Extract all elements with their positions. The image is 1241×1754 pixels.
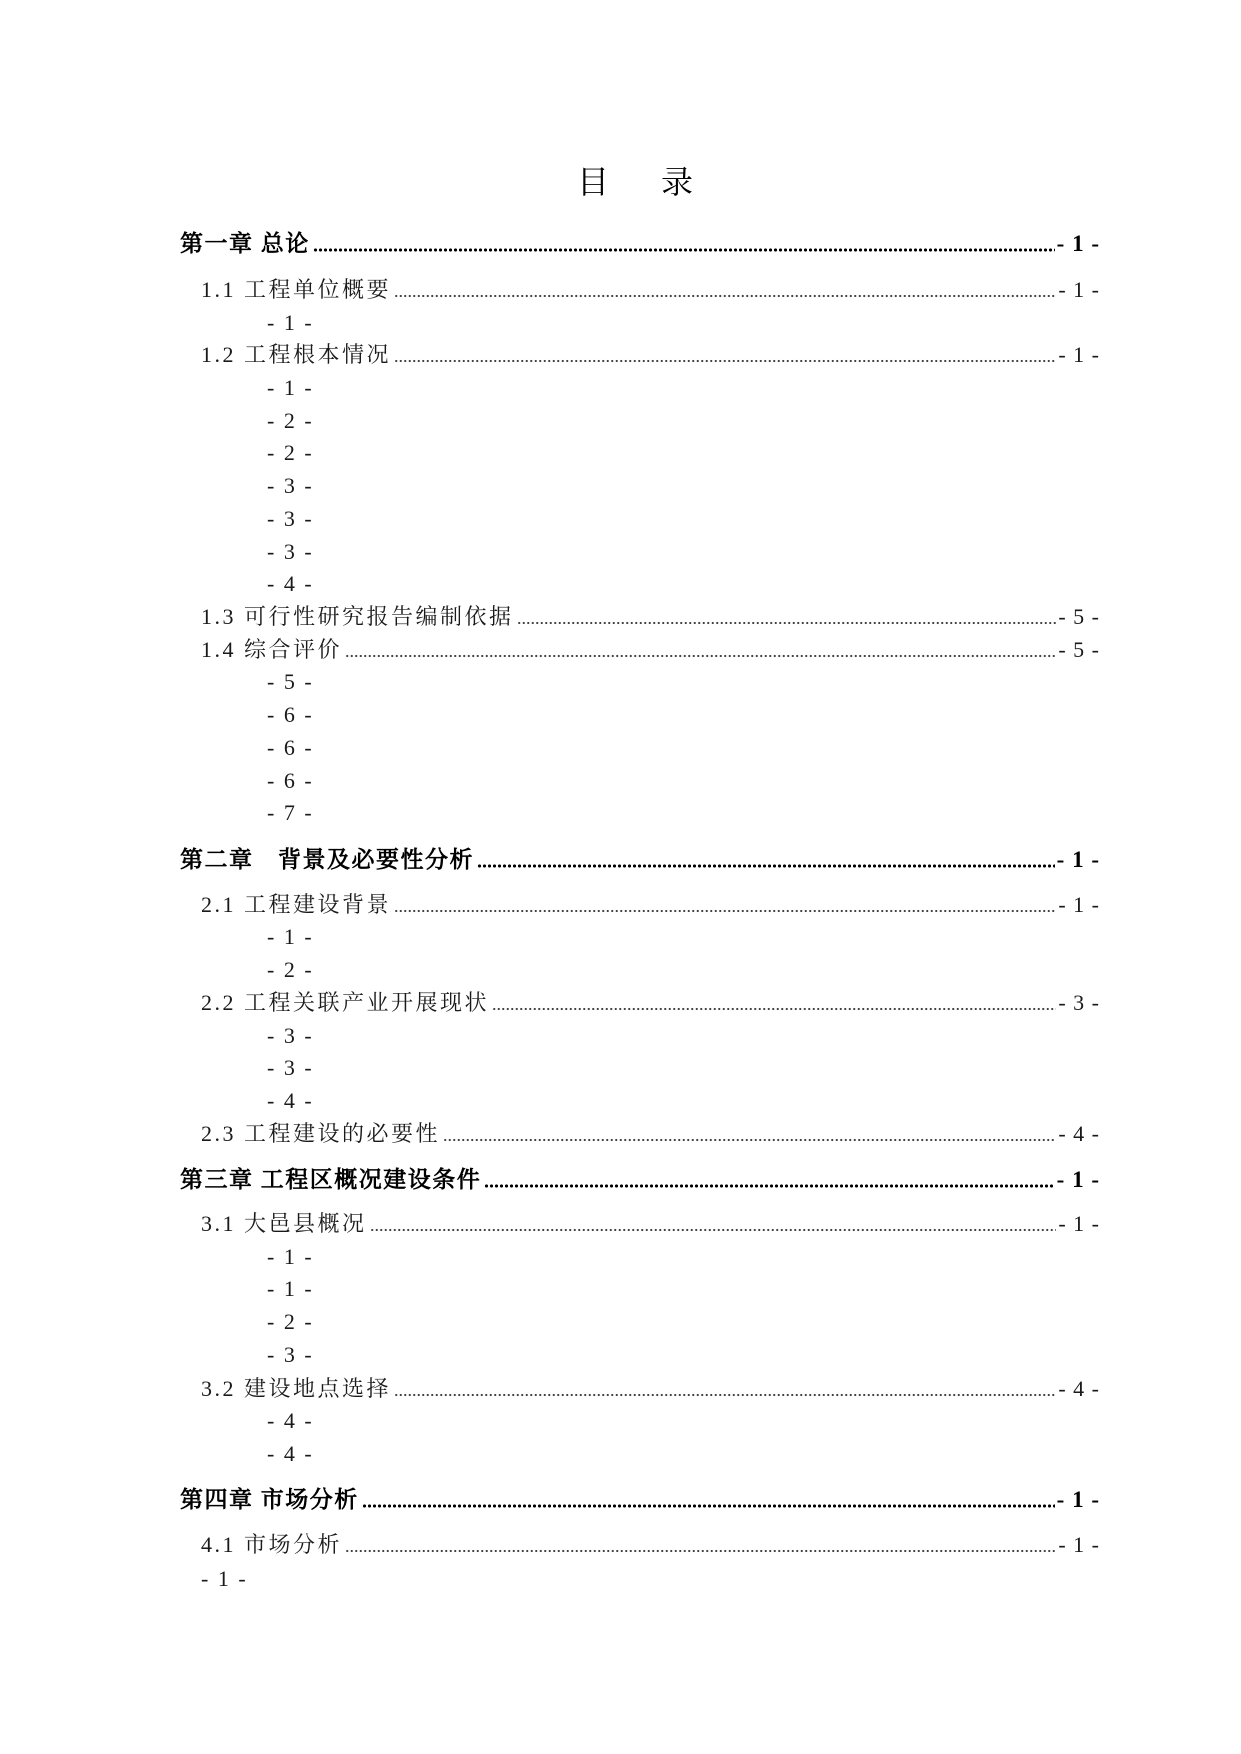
toc-page-number: - 1 -: [1056, 1487, 1100, 1512]
toc-section-4-1: [201, 1530, 1100, 1560]
dot-leader: [362, 1485, 1055, 1515]
toc-chapter-4: [180, 1485, 1100, 1515]
toc-chapter-1: [180, 229, 1100, 259]
toc-page-number: - 1 -: [1056, 1167, 1100, 1192]
toc-section-title: 3.2 建设地点选择: [201, 1376, 392, 1401]
toc-page-number: - 4 -: [1058, 1121, 1100, 1146]
toc-page-number: - 1 -: [1058, 277, 1100, 302]
toc-section-3-2: [201, 1374, 1100, 1404]
toc-page-ref: - 4 -: [267, 571, 314, 596]
toc-page-ref: - 6 -: [267, 768, 314, 793]
toc-section-title: 2.3 工程建设的必要性: [201, 1121, 441, 1146]
toc-page-number: - 1 -: [1058, 1211, 1100, 1236]
toc-section-3-1: [201, 1209, 1100, 1239]
toc-page-number: - 1 -: [1058, 892, 1100, 917]
toc-chapter-title: 第一章 总论: [180, 231, 310, 256]
toc-page-ref: - 4 -: [267, 1441, 314, 1466]
toc-page-ref: - 2 -: [267, 1309, 314, 1334]
dot-leader: [484, 1165, 1054, 1195]
toc-section-2-3: [201, 1119, 1100, 1149]
toc-section-title: 1.2 工程根本情况: [201, 342, 392, 367]
toc-page-ref: - 1 -: [267, 1276, 314, 1301]
toc-chapter-title: 第三章 工程区概况建设条件: [180, 1167, 482, 1192]
toc-page-ref: - 3 -: [267, 1023, 314, 1048]
toc-page-ref: - 1 -: [201, 1566, 248, 1591]
toc-section-1-1: [201, 275, 1100, 305]
toc-page-number: - 1 -: [1056, 847, 1100, 872]
toc-section-1-2: [201, 340, 1100, 370]
toc-chapter-title: 第四章 市场分析: [180, 1487, 359, 1512]
dot-leader: [443, 1119, 1056, 1149]
toc-page-number: - 1 -: [1058, 342, 1100, 367]
toc-page-ref: - 2 -: [267, 440, 314, 465]
toc-chapter-3: [180, 1165, 1100, 1195]
dot-leader: [313, 229, 1055, 259]
toc-section-title: 1.1 工程单位概要: [201, 277, 392, 302]
toc-page-ref: - 1 -: [267, 310, 314, 335]
toc-section-title: 3.1 大邑县概况: [201, 1211, 367, 1236]
dot-leader: [394, 1374, 1056, 1404]
toc-page-ref: - 3 -: [267, 506, 314, 531]
toc-page-ref: - 2 -: [267, 408, 314, 433]
toc-section-title: 4.1 市场分析: [201, 1532, 343, 1557]
dot-leader: [477, 845, 1055, 875]
toc-chapter-title: 第二章 背景及必要性分析: [180, 847, 474, 872]
toc-page-ref: - 3 -: [267, 1055, 314, 1080]
toc-section-title: 2.2 工程关联产业开展现状: [201, 990, 490, 1015]
toc-title: 目 录: [576, 164, 703, 200]
toc-section-title: 1.3 可行性研究报告编制依据: [201, 604, 514, 629]
toc-section-2-1: [201, 890, 1100, 920]
toc-page-ref: - 1 -: [267, 1244, 314, 1269]
toc-page-ref: - 3 -: [267, 539, 314, 564]
toc-page-number: - 5 -: [1058, 604, 1100, 629]
toc-section-1-4: [201, 635, 1100, 665]
toc-page-number: - 1 -: [1056, 231, 1100, 256]
dot-leader: [345, 635, 1056, 665]
toc-page-ref: - 6 -: [267, 735, 314, 760]
toc-page-ref: - 4 -: [267, 1088, 314, 1113]
toc-section-title: 2.1 工程建设背景: [201, 892, 392, 917]
toc-page-ref: - 7 -: [267, 800, 314, 825]
toc-section-title: 1.4 综合评价: [201, 637, 343, 662]
toc-page-number: - 3 -: [1058, 990, 1100, 1015]
toc-section-1-3: [201, 602, 1100, 632]
toc-section-2-2: [201, 988, 1100, 1018]
toc-page-ref: - 4 -: [267, 1408, 314, 1433]
toc-page-number: - 1 -: [1058, 1532, 1100, 1557]
toc-page-ref: - 6 -: [267, 702, 314, 727]
toc-page-ref: - 3 -: [267, 1342, 314, 1367]
dot-leader: [517, 602, 1057, 632]
dot-leader: [492, 988, 1056, 1018]
toc-chapter-2: [180, 845, 1100, 875]
toc-page-ref: - 3 -: [267, 473, 314, 498]
toc-page-ref: - 5 -: [267, 669, 314, 694]
toc-page-number: - 4 -: [1058, 1376, 1100, 1401]
dot-leader: [394, 275, 1056, 305]
toc-page-ref: - 1 -: [267, 375, 314, 400]
toc-page-ref: - 1 -: [267, 924, 314, 949]
toc-page-number: - 5 -: [1058, 637, 1100, 662]
dot-leader: [370, 1209, 1057, 1239]
toc-page-ref: - 2 -: [267, 957, 314, 982]
dot-leader: [394, 890, 1056, 920]
dot-leader: [394, 340, 1056, 370]
dot-leader: [345, 1530, 1056, 1560]
